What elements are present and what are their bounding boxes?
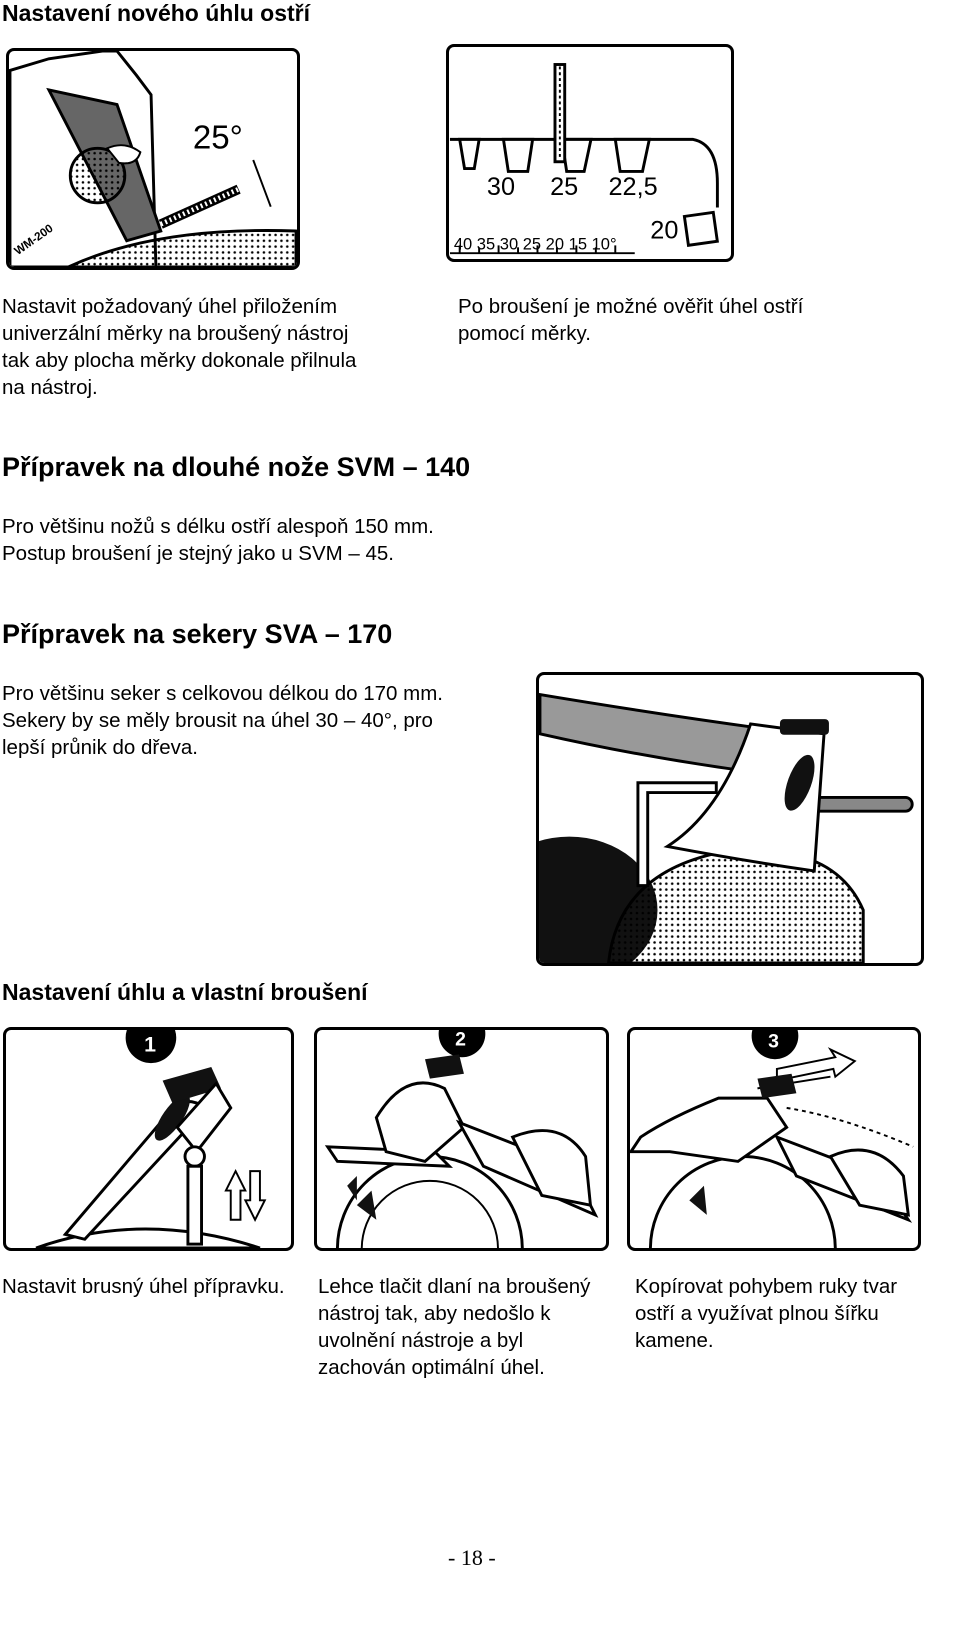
gauge-scale-label: 40 35 30 25 20 15 10° bbox=[453, 234, 617, 254]
gauge-brand-label: WM-200 bbox=[12, 221, 56, 258]
figure-step-3 bbox=[627, 1027, 921, 1251]
angle-label-30: 30 bbox=[486, 172, 516, 201]
section-title-axes: Přípravek na sekery SVA – 170 bbox=[2, 619, 393, 649]
figure-step-2 bbox=[314, 1027, 609, 1251]
step-3-number: 3 bbox=[768, 1030, 779, 1053]
page-number: - 18 - bbox=[448, 1545, 496, 1570]
caption-step-2: Lehce tlačit dlaní na broušený nástroj tak, aby nedošlo k uvolnění nástroje a byl zachován optimální úhel. bbox=[318, 1275, 591, 1379]
caption-step-1: Nastavit brusný úhel přípravku. bbox=[2, 1275, 285, 1298]
figure-angle-gauge-on-knife bbox=[6, 48, 300, 270]
section-title-new-angle: Nastavení nového úhlu ostří bbox=[2, 0, 310, 26]
figure-angle-gauge-check bbox=[446, 44, 734, 262]
caption-set-angle: Nastavit požadovaný úhel přiložením univerzální měrky na broušený nástroj tak aby plocha měrky dokonale přilnula na nástroj. bbox=[2, 295, 357, 399]
section-title-grinding: Nastavení úhlu a vlastní broušení bbox=[2, 979, 368, 1005]
angle-label: 25° bbox=[192, 119, 243, 157]
text-axes: Pro většinu seker s celkovou délkou do 170 mm. Sekery by se měly brousit na úhel 30 – 40°, pro lepší průnik do dřeva. bbox=[2, 682, 443, 759]
section-title-long-knives: Přípravek na dlouhé nože SVM – 140 bbox=[2, 452, 471, 482]
caption-step-3: Kopírovat pohybem ruky tvar ostří a využívat plnou šířku kamene. bbox=[635, 1275, 898, 1352]
angle-label-20: 20 bbox=[650, 216, 679, 245]
angle-label-22-5: 22,5 bbox=[608, 172, 658, 201]
caption-check-angle: Po broušení je možné ověřit úhel ostří pomocí měrky. bbox=[458, 295, 804, 345]
figure-step-1 bbox=[3, 1027, 294, 1251]
step-2-number: 2 bbox=[455, 1030, 467, 1051]
angle-label-25: 25 bbox=[550, 172, 579, 201]
text-long-knives: Pro většinu nožů s délku ostří alespoň 150 mm. Postup broušení je stejný jako u SVM – 45. bbox=[2, 515, 434, 565]
figure-axe-jig bbox=[536, 672, 924, 966]
step-1-number: 1 bbox=[144, 1032, 157, 1057]
